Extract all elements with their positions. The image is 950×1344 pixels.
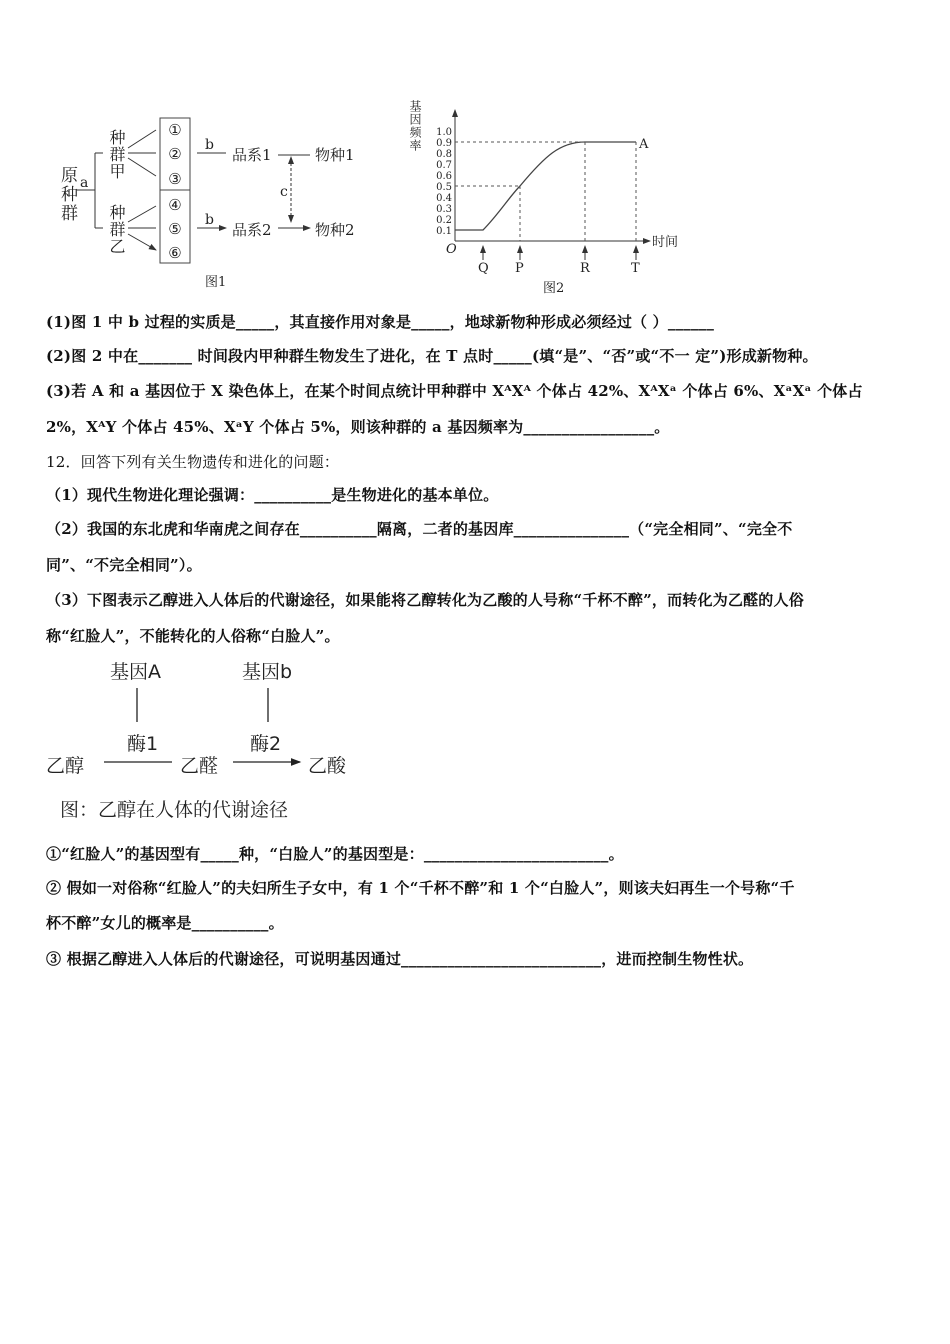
q12-sub1: ①“红脸人”的基因型有_____种，“白脸人”的基因型是：________________________。 [46,845,624,863]
group-2: ② [168,145,182,163]
strain-2: 品系2 [232,221,272,239]
ethanol: 乙醇 [46,755,85,777]
curve-label-A: A [639,137,649,152]
q12-title: 12．回答下列有关生物遗传和进化的问题： [46,453,340,471]
y-tick-label: 0.8 [436,149,452,160]
q11-part3-cont: 2%，XᴬY 个体占 45%、XᵃY 个体占 5%，则该种群的 a 基因频率为_________________。 [46,418,670,436]
group-1: ① [168,121,182,139]
population-jia-label: 种群甲 [107,129,126,180]
q12-sub3: ③ 根据乙醇进入人体后的代谢途径，可说明基因通过__________________________，进而控制生物性状。 [46,950,754,968]
gene-b: 基因b [242,661,293,683]
label-b-1: b [205,137,214,153]
enzyme-2: 酶2 [250,733,282,755]
q11-part3: (3)若 A 和 a 基因位于 X 染色体上，在某个时间点统计甲种群中 XᴬXᴬ 个体占 42%、XᴬXᵃ 个体占 6%、XᵃXᵃ 个体占 [46,382,863,400]
q11-part1: (1)图 1 中 b 过程的实质是_____，其直接作用对象是_____，地球新物种形成必须经过（ ）______ [46,313,715,331]
origin-label: O [446,242,457,257]
y-tick-label: 0.6 [436,171,452,182]
group-5: ⑤ [168,220,182,238]
y-tick-label: 0.5 [436,182,452,193]
point-label-R: R [580,261,590,276]
y-tick-label: 0.9 [436,138,452,149]
group-6: ⑥ [168,244,182,262]
figure-2-gene-frequency-chart [0,0,700,310]
gene-frequency-curve [455,142,636,230]
y-tick-label: 0.1 [436,226,452,237]
label-c: c [280,184,288,200]
y-axis-label: 基因频率 [408,100,422,152]
original-population-label: 原种群 [57,166,77,223]
species-2: 物种2 [315,221,355,239]
q11-part2: (2)图 2 中在_______ 时间段内甲种群生物发生了进化，在 T 点时_____(填“是”、“否”或“不一 定”)形成新物种。 [46,347,818,365]
figure-3-ethanol-metabolism [0,650,380,830]
point-label-T: T [631,261,640,276]
group-3: ③ [168,170,182,188]
figure-1-caption: 图1 [205,275,227,290]
y-tick-label: 0.4 [436,193,452,204]
x-axis-label: 时间 [652,235,679,250]
group-4: ④ [168,196,182,214]
q12-part2-cont: 同”、“不完全相同”）。 [46,556,202,574]
figure-2-caption: 图2 [543,281,565,296]
acetaldehyde: 乙醛 [180,755,219,777]
point-label-P: P [515,261,524,276]
q12-part3-cont: 称“红脸人”，不能转化的人俗称“白脸人”。 [46,627,340,645]
q12-sub2-cont: 杯不醉”女儿的概率是__________。 [46,914,284,932]
figure-3-caption: 图：乙醇在人体的代谢途径 [60,799,289,821]
y-tick-label: 0.3 [436,204,452,215]
q12-part1: （1）现代生物进化理论强调：__________是生物进化的基本单位。 [46,486,499,504]
strain-1: 品系1 [232,146,272,164]
y-tick-label: 0.2 [436,215,452,226]
gene-A: 基因A [110,661,161,683]
point-label-Q: Q [478,261,489,276]
q12-part2: （2）我国的东北虎和华南虎之间存在__________隔离，二者的基因库_______________（“完全相同”、“完全不 [46,520,793,538]
q12-sub2: ② 假如一对俗称“红脸人”的夫妇所生子女中，有 1 个“千杯不醉”和 1 个“白脸人”，则该夫妇再生一个号称“千 [46,879,795,897]
label-b-2: b [205,212,214,228]
q12-part3: （3）下图表示乙醇进入人体后的代谢途径，如果能将乙醇转化为乙酸的人号称“千杯不醉”，而转化为乙醛的人俗 [46,591,804,609]
enzyme-1: 酶1 [127,733,159,755]
y-tick-label: 1.0 [436,127,452,138]
acetic-acid: 乙酸 [308,755,347,777]
label-a: a [80,175,89,191]
guide-line [455,142,636,241]
species-1: 物种1 [315,146,355,164]
population-yi-label: 种群乙 [107,204,126,255]
y-tick-label: 0.7 [436,160,452,171]
